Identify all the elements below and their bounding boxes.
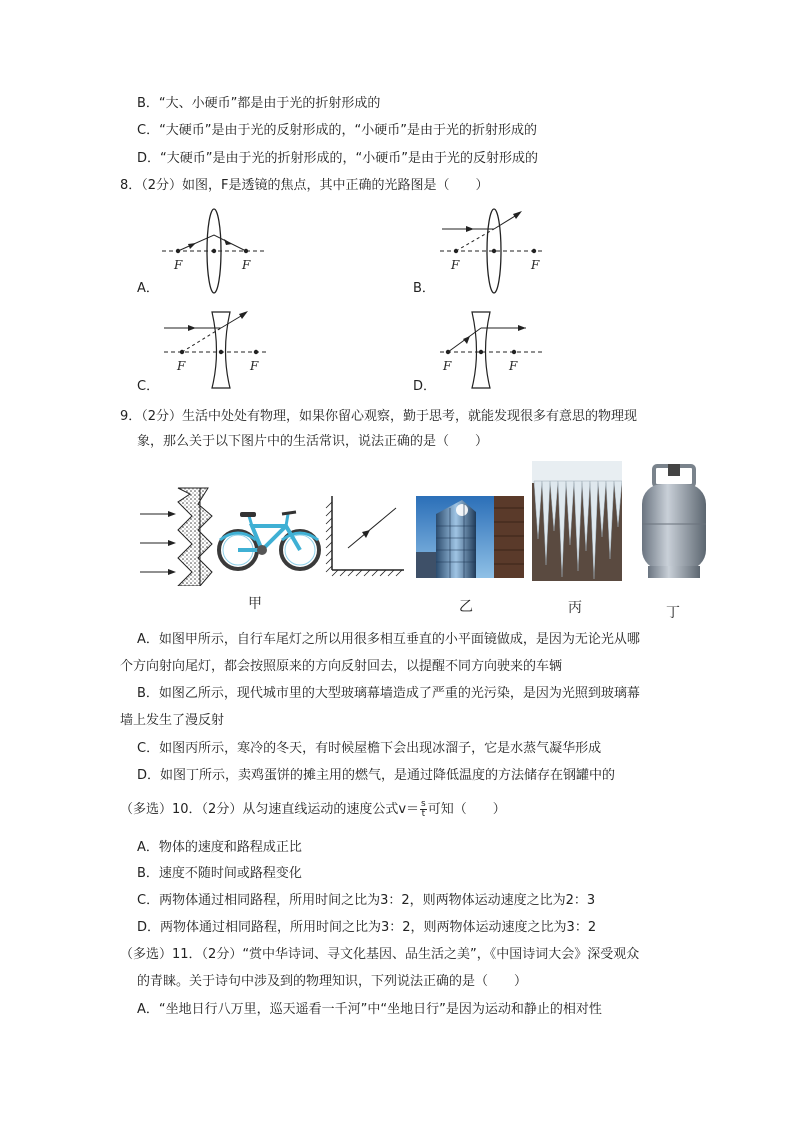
focus-label: F	[451, 258, 460, 272]
focus-label: F	[250, 359, 259, 373]
focus-label: F	[177, 359, 186, 373]
focus-label: F	[531, 258, 540, 272]
glass-building-image	[416, 496, 524, 578]
q7-option-d: D．“大硬币”是由于光的折射形成的，“小硬币”是由于光的反射形成的	[137, 151, 538, 166]
q9-option-a-line2: 个方向射向尾灯，都会按照原来的方向反射回去，以提醒不同方向驶来的车辆	[120, 659, 563, 674]
q8-label-d: D．	[413, 379, 437, 394]
q10-option-c: C．两物体通过相同路程，所用时间之比为3：2，则两物体运动速度之比为2：3	[137, 893, 596, 908]
figure-label-bing: 丙	[568, 600, 582, 616]
q10-stem	[120, 800, 506, 820]
focus-label: F	[509, 359, 518, 373]
q10-option-b: B．速度不随时间或路程变化	[137, 866, 302, 881]
figure-label-yi: 乙	[459, 599, 473, 615]
q11-stem-line1: （多选）11．（2分）“赏中华诗词、寻文化基因、品生活之美”，《中国诗词大会》深受观众	[120, 947, 640, 962]
q8-label-a: A．	[137, 281, 159, 296]
q10-stem-pre: （多选）10．（2分）从匀速直线运动的速度公式v＝	[120, 802, 420, 817]
q9-option-d: D．如图丁所示，卖鸡蛋饼的摊主用的燃气，是通过降低温度的方法储存在钢罐中的	[137, 768, 616, 783]
q8-diagram-b	[438, 205, 548, 295]
figure-label-jia: 甲	[248, 596, 262, 612]
q8-diagram-a	[160, 205, 270, 295]
q11-stem-line2: 的青睐。关于诗句中涉及到的物理知识，下列说法正确的是（ ）	[137, 974, 528, 989]
q8-diagram-d	[436, 308, 546, 392]
icicles-image	[532, 461, 622, 581]
q10-option-d: D．两物体通过相同路程，所用时间之比为3：2，则两物体运动速度之比为3：2	[137, 920, 597, 935]
q8-label-c: C．	[137, 379, 160, 394]
q9-option-a-line1: A．如图甲所示，自行车尾灯之所以用很多相互垂直的小平面镜做成，是因为无论光从哪	[137, 632, 640, 647]
q11-option-a: A．“坐地日行八万里，巡天遥看一千河”中“坐地日行”是因为运动和静止的相对性	[137, 1002, 602, 1017]
q7-option-c: C．“大硬币”是由于光的反射形成的，“小硬币”是由于光的折射形成的	[137, 123, 538, 138]
q9-option-c: C．如图丙所示，寒冷的冬天，有时候屋檐下会出现冰溜子，它是水蒸气凝华形成	[137, 741, 602, 756]
gas-cylinder-image	[638, 462, 710, 582]
q8-stem: 8．（2分）如图，F是透镜的焦点，其中正确的光路图是（ ）	[120, 178, 489, 193]
figure-label-ding: 丁	[666, 605, 680, 621]
q8-label-b: B．	[413, 281, 435, 296]
q10-option-a: A．物体的速度和路程成正比	[137, 840, 302, 855]
fraction-denominator: t	[421, 809, 426, 819]
q9-option-b-line1: B．如图乙所示，现代城市里的大型玻璃幕墙造成了严重的光污染，是因为光照到玻璃幕	[137, 686, 640, 701]
focus-label: F	[174, 258, 183, 272]
q9-option-b-line2: 墙上发生了漫反射	[120, 713, 225, 728]
fraction-numerator: s	[421, 799, 426, 809]
focus-label: F	[242, 258, 251, 272]
q10-stem-post: 可知（ ）	[427, 802, 506, 817]
focus-label: F	[443, 359, 452, 373]
reflector-diagram	[138, 486, 218, 586]
bicycle-image	[216, 508, 322, 572]
velocity-fraction	[420, 800, 427, 819]
q8-diagram-c	[160, 308, 270, 392]
q7-option-b: B．“大、小硬币”都是由于光的折射形成的	[137, 96, 381, 111]
q9-stem-line1: 9．（2分）生活中处处有物理，如果你留心观察，勤于思考，就能发现很多有意思的物理现	[120, 409, 638, 424]
mirror-diagram	[324, 494, 406, 578]
q9-stem-line2: 象，那么关于以下图片中的生活常识，说法正确的是（ ）	[137, 434, 489, 449]
